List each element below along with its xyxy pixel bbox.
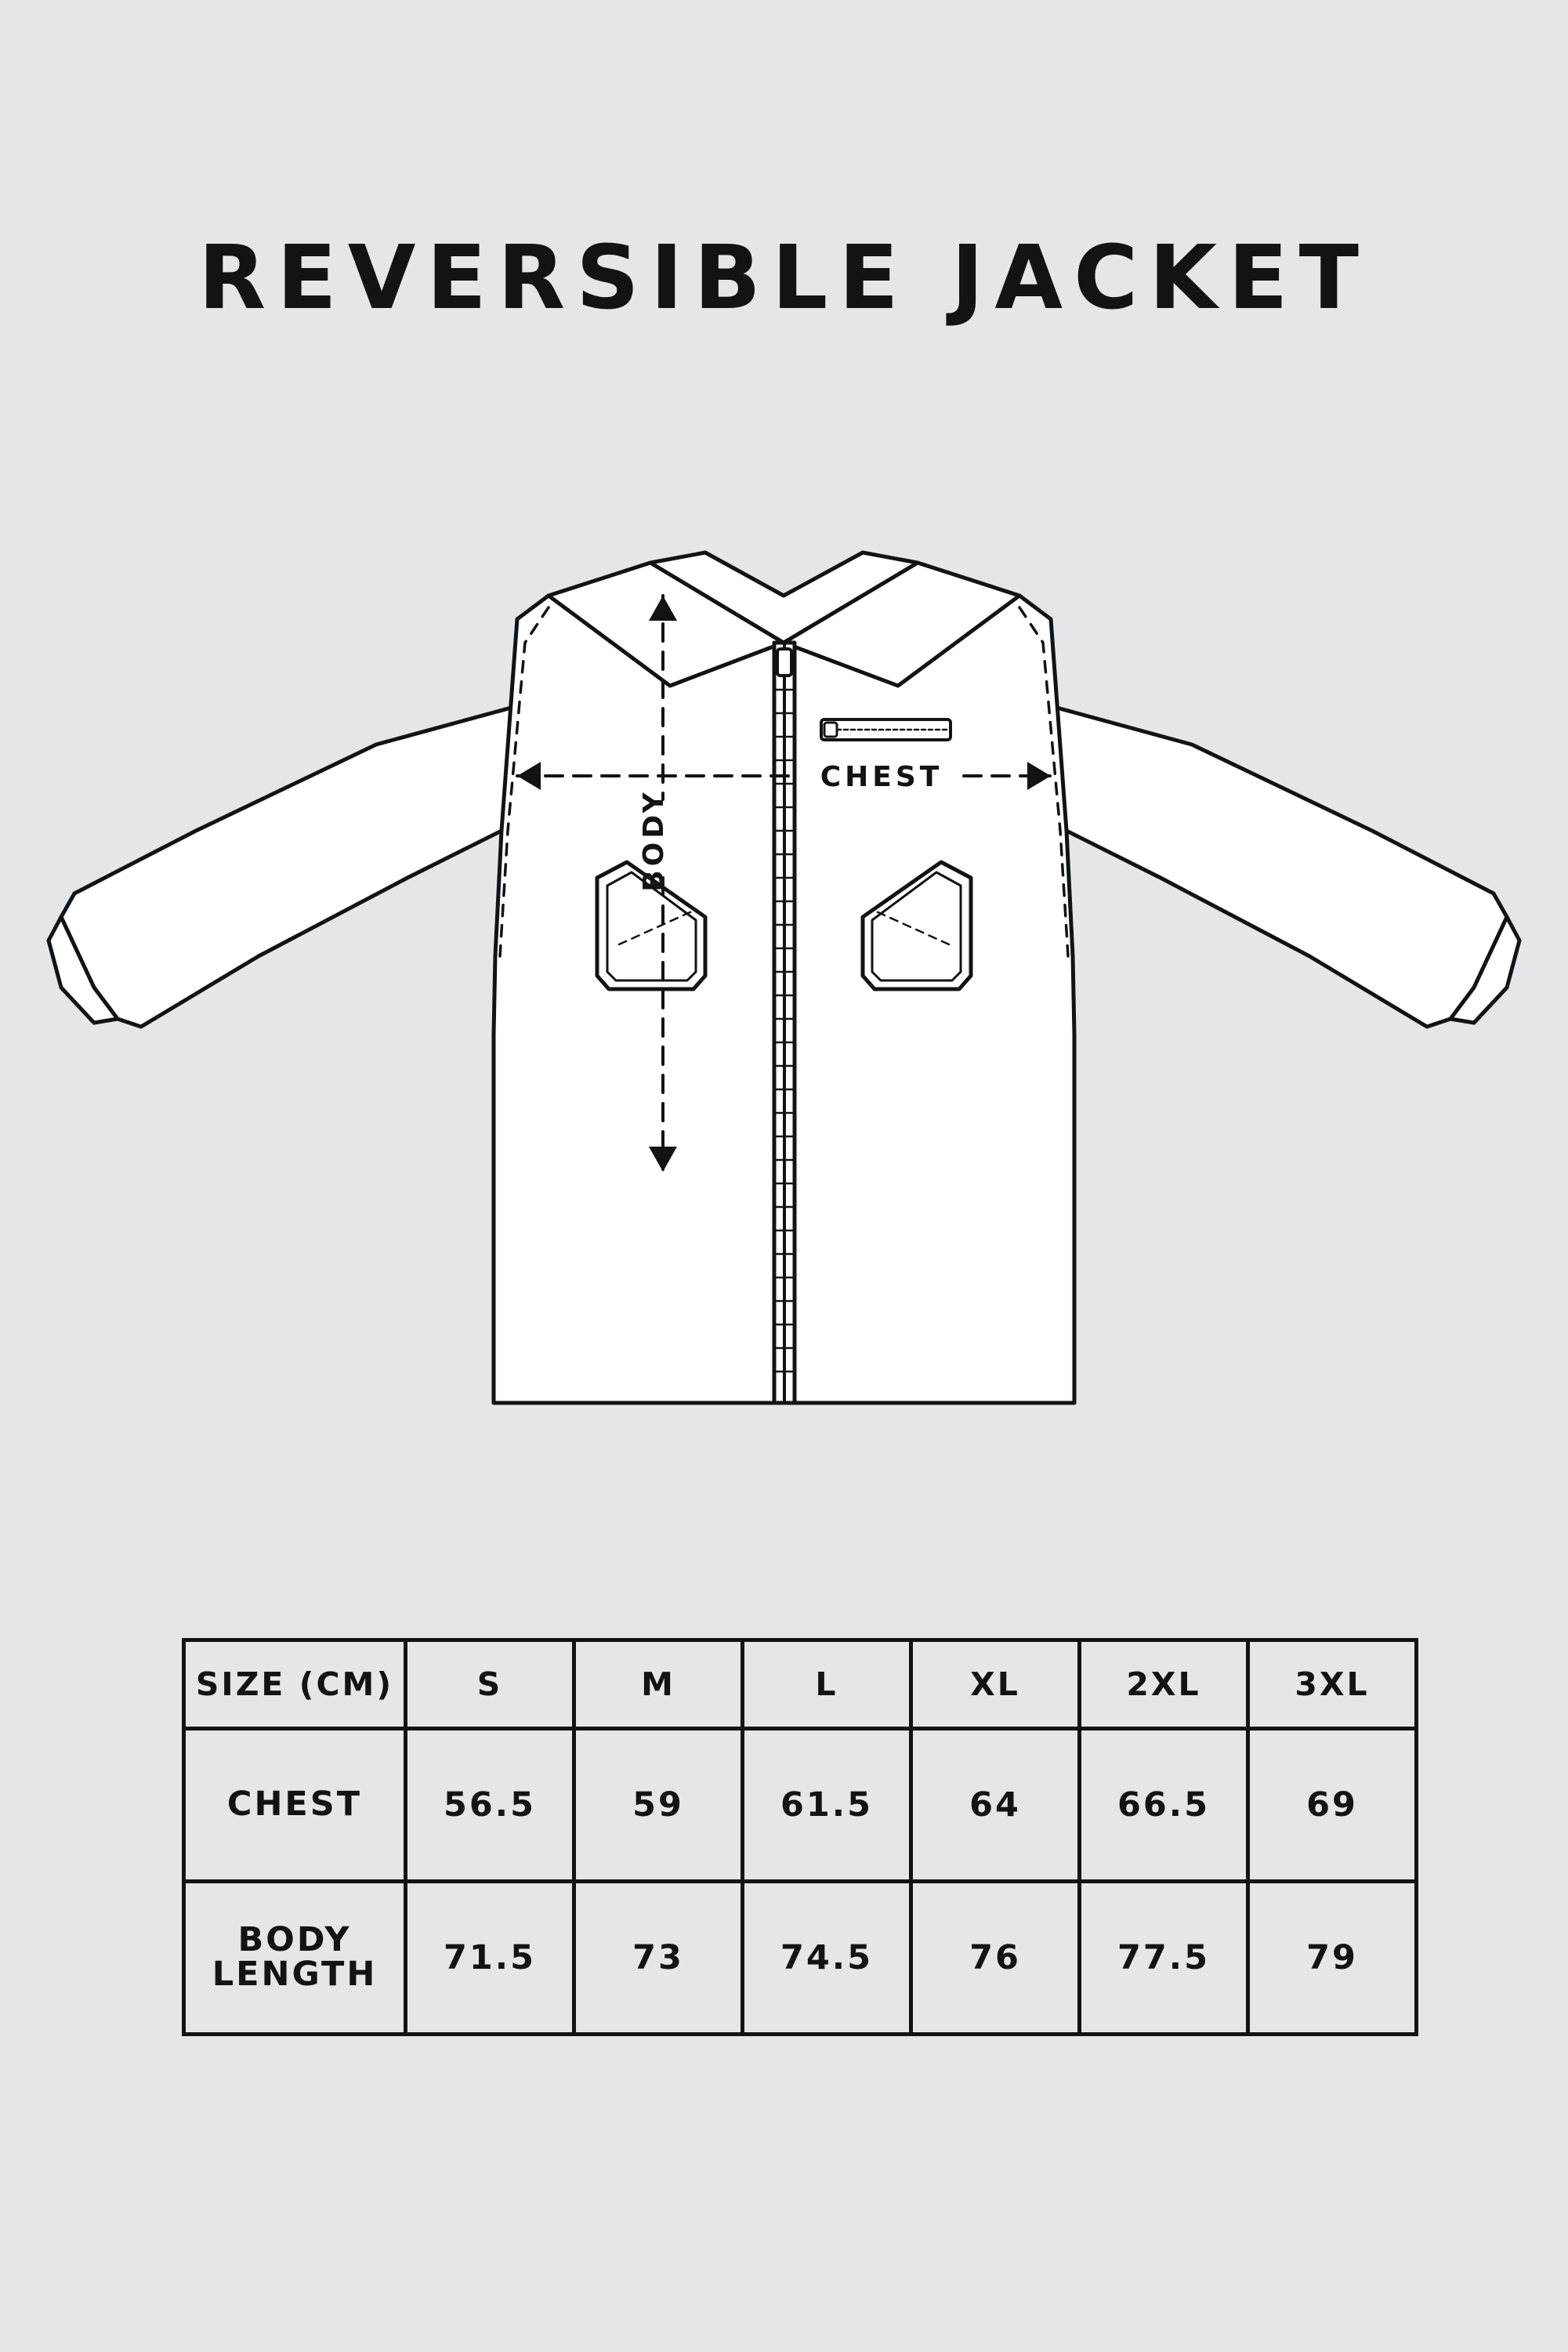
row-label-line2: LENGTH [212,1955,378,1994]
chest-value-l: 61.5 [743,1729,911,1882]
body-length-value-l: 74.5 [743,1882,911,2035]
chest-value-xl: 64 [911,1729,1080,1882]
chest-value-s: 56.5 [406,1729,574,1882]
body-length-value-2xl: 77.5 [1080,1882,1248,2035]
body-length-value-xl: 76 [911,1882,1080,2035]
size-header-l: L [743,1640,911,1729]
size-chart-table [182,1638,1418,2036]
chest-value-3xl: 69 [1248,1729,1417,1882]
row-label-chest: CHEST [184,1729,406,1882]
body-length-value-m: 73 [574,1882,743,2035]
body-length-value-s: 71.5 [406,1882,574,2035]
table-header-row [184,1640,1417,1729]
body-measure-label: BODY [638,788,670,892]
jacket-illustration [0,549,1568,1536]
page-title: REVERSIBLE JACKET [198,227,1370,329]
size-unit-label: SIZE (CM) [184,1640,406,1729]
size-header-xl: XL [911,1640,1080,1729]
chest-value-2xl: 66.5 [1080,1729,1248,1882]
body-length-value-3xl: 79 [1248,1882,1417,2035]
chest-value-m: 59 [574,1729,743,1882]
table-row [184,1882,1417,2035]
size-header-m: M [574,1640,743,1729]
table-row [184,1729,1417,1882]
size-header-s: S [406,1640,574,1729]
chest-measure-label: CHEST [820,761,943,793]
row-label-line1: BODY [237,1920,352,1960]
size-header-3xl: 3XL [1248,1640,1417,1729]
size-header-2xl: 2XL [1080,1640,1248,1729]
row-label-body-length [184,1882,406,2035]
